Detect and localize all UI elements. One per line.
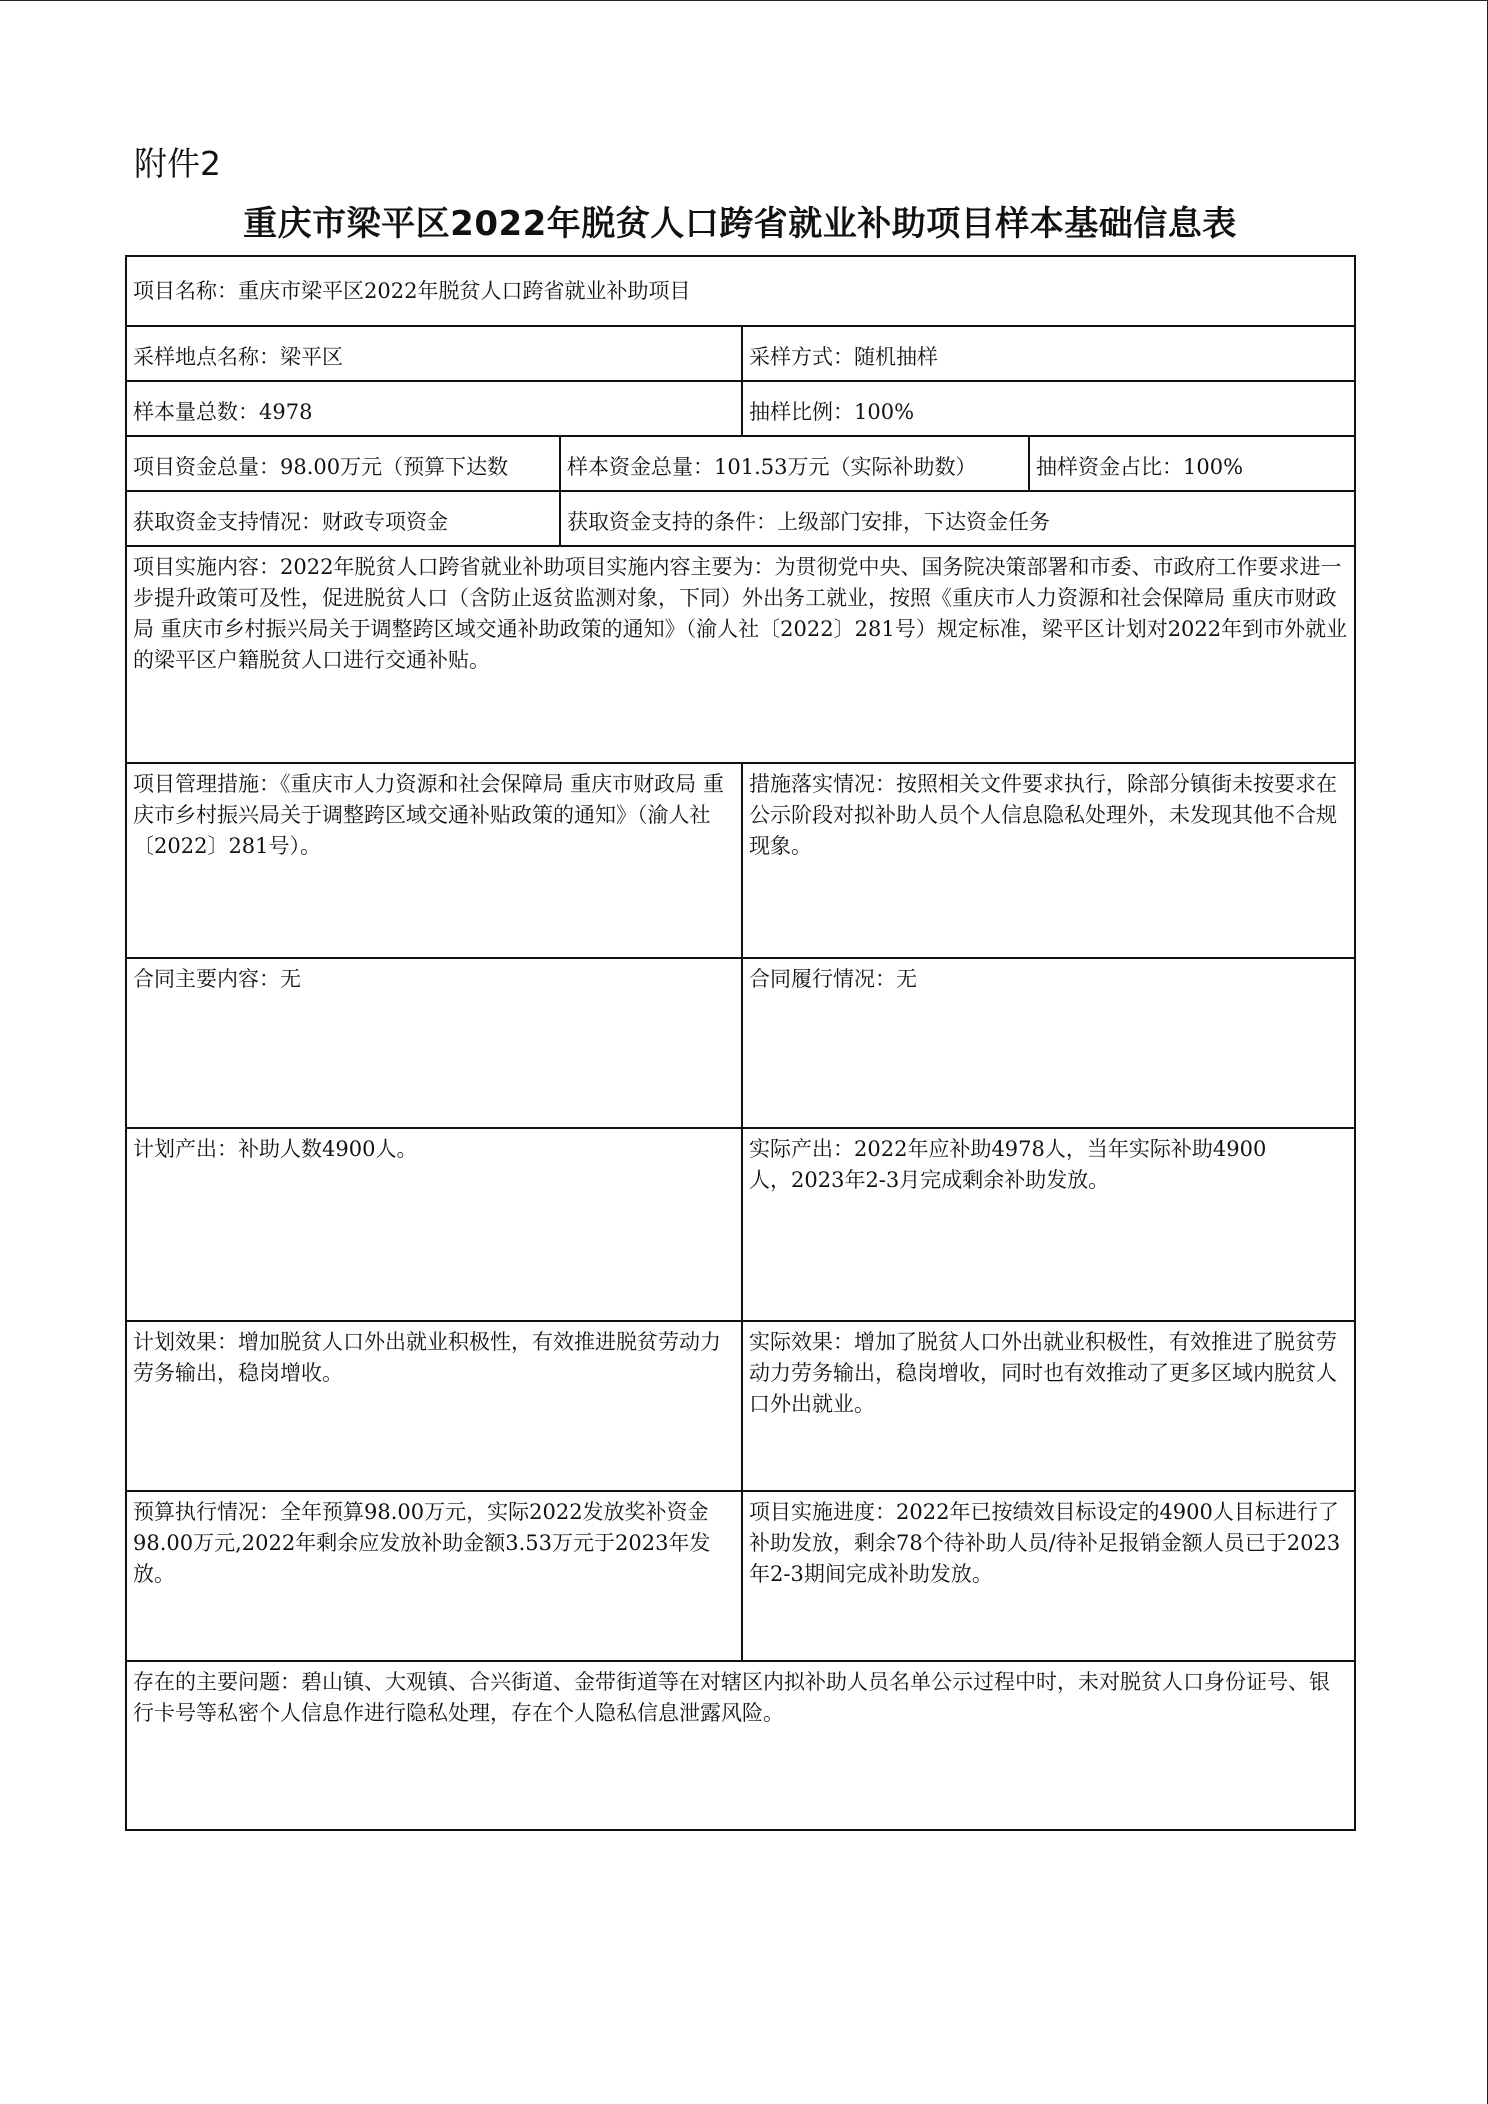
budget-execution-cell: 预算执行情况：全年预算98.00万元，实际2022发放奖补资金98.00万元,2022年剩余应发放补助金额3.53万元于2023年发放。 [133, 1500, 711, 1586]
contract-performance-cell: 合同履行情况：无 [749, 967, 917, 991]
sample-funds-cell: 样本资金总量：101.53万元（实际补助数） [567, 455, 977, 479]
fund-support-cell: 获取资金支持情况：财政专项资金 [133, 510, 448, 534]
funds-ratio-cell: 抽样资金占比：100% [1036, 455, 1244, 479]
measures-implementation-cell: 措施落实情况：按照相关文件要求执行，除部分镇街未按要求在公示阶段对拟补助人员个人信息隐私处理外，未发现其他不合规现象。 [749, 772, 1337, 858]
actual-output-cell: 实际产出：2022年应补助4978人，当年实际补助4900人，2023年2-3月完成剩余补助发放。 [749, 1137, 1267, 1192]
management-measures-cell: 项目管理措施：《重庆市人力资源和社会保障局 重庆市财政局 重庆市乡村振兴局关于调整跨区域交通补贴政策的通知》（渝人社〔2022〕281号）。 [133, 772, 724, 858]
sample-total-cell: 样本量总数：4978 [133, 400, 313, 424]
sample-ratio-cell: 抽样比例：100% [749, 400, 915, 424]
row-divider [127, 490, 1354, 492]
actual-effect-cell: 实际效果：增加了脱贫人口外出就业积极性，有效推进了脱贫劳动力劳务输出，稳岗增收，同时也有效推动了更多区域内脱贫人口外出就业。 [749, 1330, 1337, 1416]
fund-conditions-cell: 获取资金支持的条件：上级部门安排，下达资金任务 [567, 510, 1050, 534]
implementation-content-cell: 项目实施内容：2022年脱贫人口跨省就业补助项目实施内容主要为：为贯彻党中央、国务院决策部署和市委、市政府工作要求进一步提升政策可及性，促进脱贫人口（含防止返贫监测对象，下同）外出务工就业，按照《重庆市人力资源和社会保障局 重庆市财政局 重庆市乡村振兴局关于调整跨区域交通补助政策的通知》（渝人社〔2022〕281号）规定标准，梁平区计划对2022年到市外就业的梁平区户籍脱贫人口进行交通补贴。 [133, 555, 1348, 672]
sample-method-cell: 采样方式：随机抽样 [749, 345, 938, 369]
planned-output-cell: 计划产出：补助人数4900人。 [133, 1137, 418, 1161]
page-top-border [0, 0, 1488, 1]
project-progress-cell: 项目实施进度：2022年已按绩效目标设定的4900人目标进行了补助发放，剩余78个待补助人员/待补足报销金额人员已于2023年2-3期间完成补助发放。 [749, 1500, 1341, 1586]
attachment-label: 附件2 [134, 144, 221, 183]
project-name-cell: 项目名称：重庆市梁平区2022年脱贫人口跨省就业补助项目 [133, 279, 691, 303]
contract-content-cell: 合同主要内容：无 [133, 967, 301, 991]
project-funds-cell: 项目资金总量：98.00万元（预算下达数 [133, 455, 509, 479]
document-title: 重庆市梁平区2022年脱贫人口跨省就业补助项目样本基础信息表 [243, 204, 1237, 244]
sample-location-cell: 采样地点名称：梁平区 [133, 345, 343, 369]
main-problems-cell: 存在的主要问题：碧山镇、大观镇、合兴街道、金带街道等在对辖区内拟补助人员名单公示过程中时，未对脱贫人口身份证号、银行卡号等私密个人信息作进行隐私处理，存在个人隐私信息泄露风险。 [133, 1670, 1330, 1725]
info-table [125, 255, 1356, 1831]
planned-effect-cell: 计划效果：增加脱贫人口外出就业积极性，有效推进脱贫劳动力劳务输出，稳岗增收。 [133, 1330, 721, 1385]
row-divider [127, 435, 1354, 437]
